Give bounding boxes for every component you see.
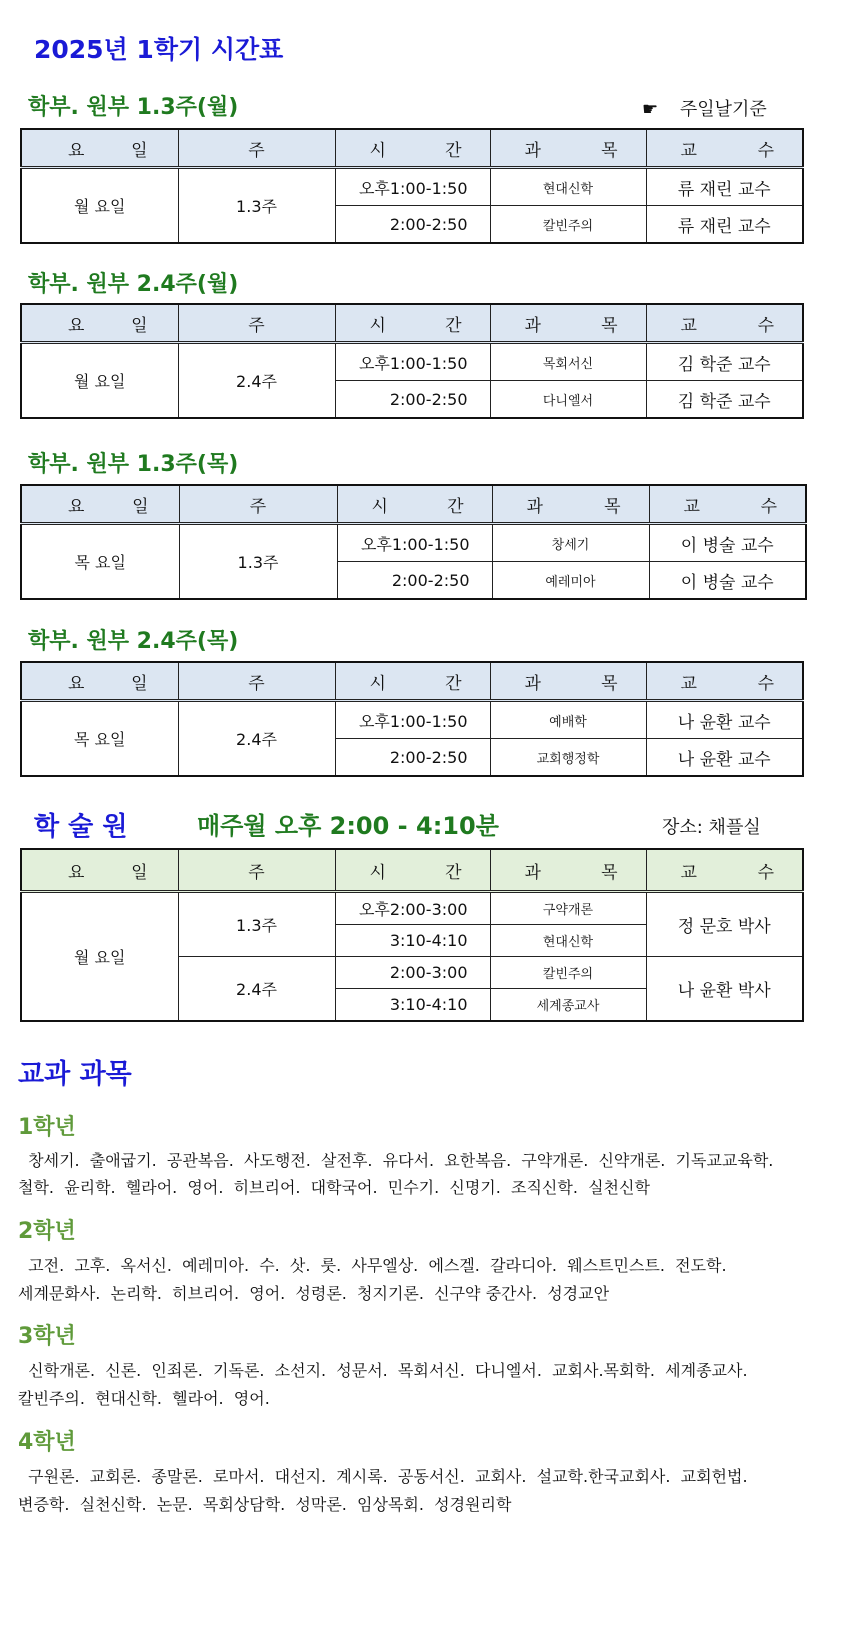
course-line: 변증학. 실천신학. 논문. 목회상담학. 성막론. 임상목회. 성경원리학 — [18, 1495, 512, 1514]
academy-title: 학 술 원 — [34, 812, 128, 842]
header-time: 시 간 — [335, 849, 490, 892]
week-cell: 2.4주 — [178, 957, 335, 1022]
academy-location: 장소: 채플실 — [662, 817, 761, 838]
professor-cell: 나 윤환 교수 — [646, 701, 803, 739]
header-day: 요 일 — [21, 849, 178, 892]
time-cell: 오후2:00-3:00 — [335, 892, 490, 925]
time-cell: 3:10-4:10 — [335, 925, 490, 957]
timetable-1 — [20, 128, 804, 244]
course-line: 세계문화사. 논리학. 히브리어. 영어. 성령론. 청지기론. 신구약 중간사. 성경교안 — [18, 1284, 610, 1303]
subject-cell: 다니엘서 — [490, 381, 646, 419]
timetable-3 — [20, 484, 807, 600]
header-week: 주 — [178, 849, 335, 892]
header-day: 요 일 — [21, 304, 178, 343]
timetable-2 — [20, 303, 804, 419]
week-cell: 2.4주 — [178, 343, 335, 419]
header-time: 시 간 — [337, 485, 492, 524]
subject-cell: 세계종교사 — [490, 989, 646, 1022]
grade-title: 4학년 — [18, 1430, 76, 1455]
table-header-row — [21, 129, 803, 168]
subject-cell: 교회행정학 — [490, 739, 646, 777]
subject-cell: 목회서신 — [490, 343, 646, 381]
day-cell: 월 요일 — [21, 892, 178, 1022]
subject-cell: 예배학 — [490, 701, 646, 739]
section-title: 학부. 원부 2.4주(월) — [28, 272, 239, 297]
course-line: 신학개론. 신론. 인죄론. 기독론. 소선지. 성문서. 목회서신. 다니엘서. 교회사.목회학. 세계종교사. — [18, 1361, 748, 1380]
table-row — [21, 892, 803, 925]
time-cell: 3:10-4:10 — [335, 989, 490, 1022]
section-title: 학부. 원부 2.4주(목) — [28, 629, 239, 654]
header-day: 요 일 — [21, 662, 178, 701]
header-day: 요 일 — [21, 485, 179, 524]
table-row — [21, 343, 803, 381]
table-row — [21, 168, 803, 206]
professor-cell: 김 학준 교수 — [646, 381, 803, 419]
header-week: 주 — [178, 304, 335, 343]
professor-cell: 이 병술 교수 — [649, 562, 806, 600]
table-row — [21, 701, 803, 739]
page-title: 2025년 1학기 시간표 — [34, 35, 284, 64]
day-cell: 목 요일 — [21, 701, 178, 777]
curriculum-heading: 교과 과목 — [18, 1059, 132, 1090]
subject-cell: 구약개론 — [490, 892, 646, 925]
course-line: 구원론. 교회론. 종말론. 로마서. 대선지. 계시록. 공동서신. 교회사. 설교학.한국교회사. 교회헌법. — [18, 1467, 748, 1486]
header-time: 시 간 — [335, 129, 490, 168]
professor-cell: 정 문호 박사 — [646, 892, 803, 957]
day-cell: 월 요일 — [21, 168, 178, 244]
subject-cell: 창세기 — [492, 524, 649, 562]
course-line: 창세기. 출애굽기. 공관복음. 사도행전. 살전후. 유다서. 요한복음. 구약개론. 신약개론. 기독교교육학. — [18, 1151, 774, 1170]
header-professor: 교 수 — [649, 485, 806, 524]
time-cell: 2:00-2:50 — [337, 562, 492, 600]
header-professor: 교 수 — [646, 304, 803, 343]
grade-title: 1학년 — [18, 1115, 76, 1140]
subject-cell: 현대신학 — [490, 925, 646, 957]
professor-cell: 김 학준 교수 — [646, 343, 803, 381]
sunday-note-text: 주일날기준 — [679, 99, 767, 120]
professor-cell: 류 재린 교수 — [646, 206, 803, 244]
sunday-note — [642, 95, 767, 121]
time-cell: 2:00-2:50 — [335, 381, 490, 419]
table-header-row — [21, 662, 803, 701]
table-header-row — [21, 485, 806, 524]
time-cell: 오후1:00-1:50 — [335, 343, 490, 381]
header-subject: 과 목 — [492, 485, 649, 524]
header-week: 주 — [178, 662, 335, 701]
table-row — [21, 524, 806, 562]
subject-cell: 칼빈주의 — [490, 206, 646, 244]
timetable-4 — [20, 661, 804, 777]
professor-cell: 나 윤환 박사 — [646, 957, 803, 1022]
header-time: 시 간 — [335, 662, 490, 701]
time-cell: 오후1:00-1:50 — [337, 524, 492, 562]
header-professor: 교 수 — [646, 849, 803, 892]
week-cell: 2.4주 — [178, 701, 335, 777]
course-line: 고전. 고후. 옥서신. 예레미아. 수. 삿. 룻. 사무엘상. 에스겔. 갈라디아. 웨스트민스트. 전도학. — [18, 1256, 727, 1275]
week-cell: 1.3주 — [179, 524, 337, 600]
header-time: 시 간 — [335, 304, 490, 343]
week-cell: 1.3주 — [178, 892, 335, 957]
subject-cell: 현대신학 — [490, 168, 646, 206]
section-title: 학부. 원부 1.3주(월) — [28, 95, 239, 120]
header-subject: 과 목 — [490, 662, 646, 701]
time-cell: 2:00-2:50 — [335, 739, 490, 777]
week-cell: 1.3주 — [178, 168, 335, 244]
time-cell: 오후1:00-1:50 — [335, 701, 490, 739]
table-header-row — [21, 849, 803, 892]
time-cell: 2:00-2:50 — [335, 206, 490, 244]
table-header-row — [21, 304, 803, 343]
grade-title: 2학년 — [18, 1219, 76, 1244]
subject-cell: 예레미아 — [492, 562, 649, 600]
grade-title: 3학년 — [18, 1324, 76, 1349]
academy-timetable — [20, 848, 804, 1022]
section-title: 학부. 원부 1.3주(목) — [28, 452, 239, 477]
professor-cell: 류 재린 교수 — [646, 168, 803, 206]
header-professor: 교 수 — [646, 129, 803, 168]
professor-cell: 나 윤환 교수 — [646, 739, 803, 777]
header-subject: 과 목 — [490, 129, 646, 168]
time-cell: 오후1:00-1:50 — [335, 168, 490, 206]
header-professor: 교 수 — [646, 662, 803, 701]
header-subject: 과 목 — [490, 849, 646, 892]
course-line: 철학. 윤리학. 헬라어. 영어. 히브리어. 대학국어. 민수기. 신명기. 조직신학. 실천신학 — [18, 1178, 650, 1197]
header-day: 요 일 — [21, 129, 178, 168]
header-week: 주 — [179, 485, 337, 524]
professor-cell: 이 병술 교수 — [649, 524, 806, 562]
subject-cell: 칼빈주의 — [490, 957, 646, 989]
header-week: 주 — [178, 129, 335, 168]
time-cell: 2:00-3:00 — [335, 957, 490, 989]
day-cell: 목 요일 — [21, 524, 179, 600]
header-subject: 과 목 — [490, 304, 646, 343]
academy-schedule: 매주월 오후 2:00 - 4:10분 — [197, 812, 499, 840]
course-line: 칼빈주의. 현대신학. 헬라어. 영어. — [18, 1389, 270, 1408]
day-cell: 월 요일 — [21, 343, 178, 419]
pointing-hand-icon: ☛ — [642, 99, 659, 120]
